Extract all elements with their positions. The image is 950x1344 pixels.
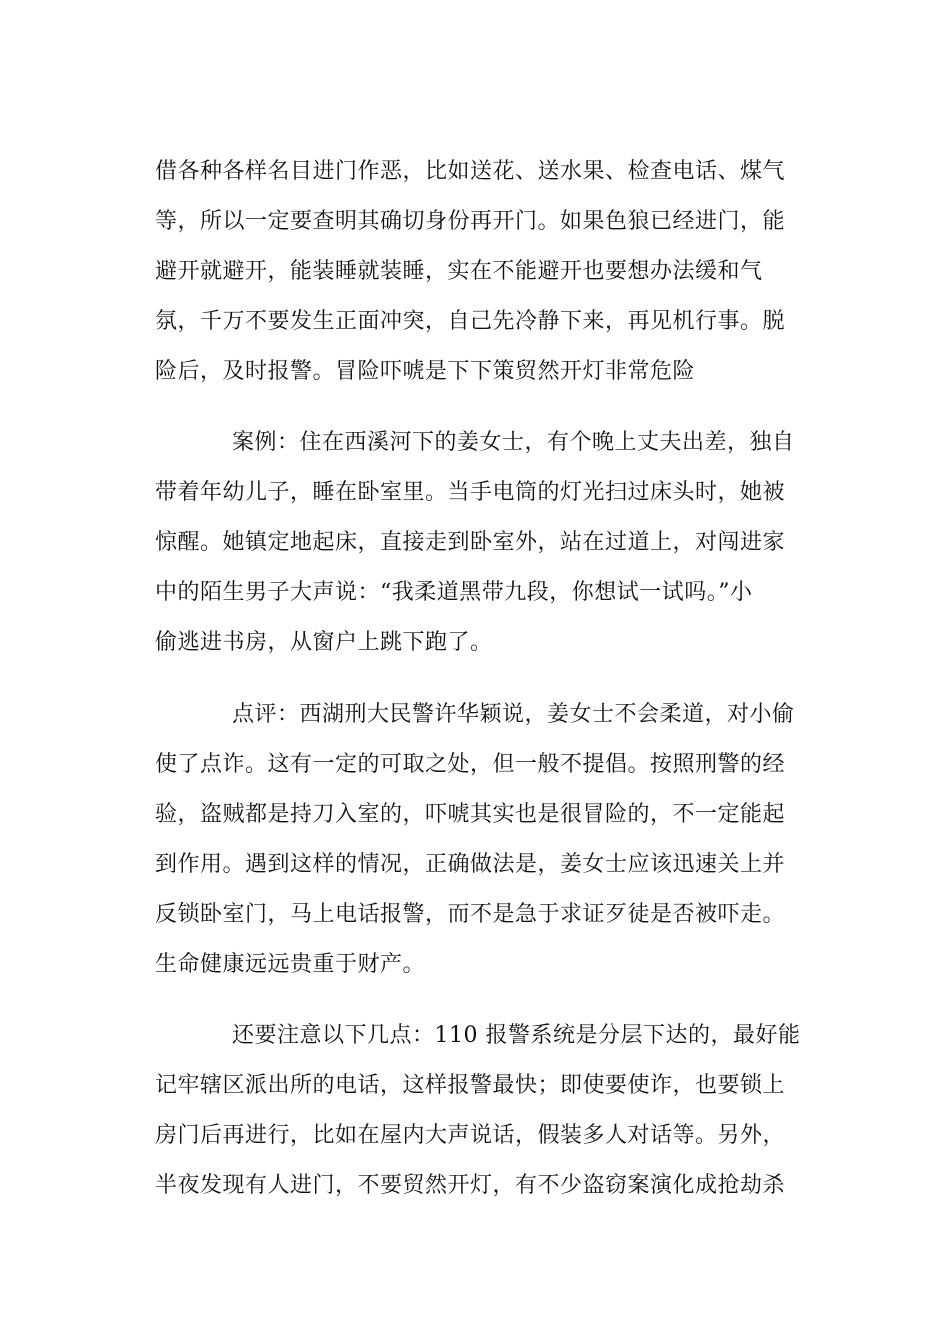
text-line: 避开就避开，能装睡就装睡，实在不能避开也要想办法缓和气 <box>155 259 763 284</box>
paragraph-notes-start: 还要注意以下几点：110 报警系统是分层下达的，最好能 <box>232 1023 801 1048</box>
paragraph-comment-start: 点评：西湖刑大民警许华颖说，姜女士不会柔道，对小偷 <box>232 702 795 727</box>
paragraph-case-start: 案例：住在西溪河下的姜女士，有个晚上丈夫出差，独自 <box>232 430 795 455</box>
text-line: 反锁卧室门，马上电话报警，而不是急于求证歹徒是否被吓走。 <box>155 902 786 927</box>
text-line: 等，所以一定要查明其确切身份再开门。如果色狼已经进门，能 <box>155 209 786 234</box>
text-line: 带着年幼儿子，睡在卧室里。当手电筒的灯光扫过床头时，她被 <box>155 480 786 505</box>
text-line: 半夜发现有人进门，不要贸然开灯，有不少盗窃案演化成抢劫杀 <box>155 1173 786 1198</box>
text-line: 中的陌生男子大声说：“我柔道黑带九段，你想试一试吗。”小 <box>155 580 753 605</box>
text-line: 生命健康远远贵重于财产。 <box>155 952 426 977</box>
text-line: 房门后再进行，比如在屋内大声说话，假装多人对话等。另外， <box>155 1123 786 1148</box>
text-line: 险后，及时报警。冒险吓唬是下下策贸然开灯非常危险 <box>155 359 696 384</box>
text-line: 记牢辖区派出所的电话，这样报警最快；即使要使诈，也要锁上 <box>155 1073 786 1098</box>
text-line: 惊醒。她镇定地起床，直接走到卧室外，站在过道上，对闯进家 <box>155 530 786 555</box>
text-line: 氛，千万不要发生正面冲突，自己先冷静下来，再见机行事。脱 <box>155 309 786 334</box>
text-line: 到作用。遇到这样的情况，正确做法是，姜女士应该迅速关上并 <box>155 852 786 877</box>
text-line: 验，盗贼都是持刀入室的，吓唬其实也是很冒险的，不一定能起 <box>155 802 786 827</box>
text-line: 偷逃进书房，从窗户上跳下跑了。 <box>155 630 493 655</box>
text-line: 使了点诈。这有一定的可取之处，但一般不提倡。按照刑警的经 <box>155 752 786 777</box>
text-line: 借各种各样名目进门作恶，比如送花、送水果、检查电话、煤气 <box>155 159 786 184</box>
